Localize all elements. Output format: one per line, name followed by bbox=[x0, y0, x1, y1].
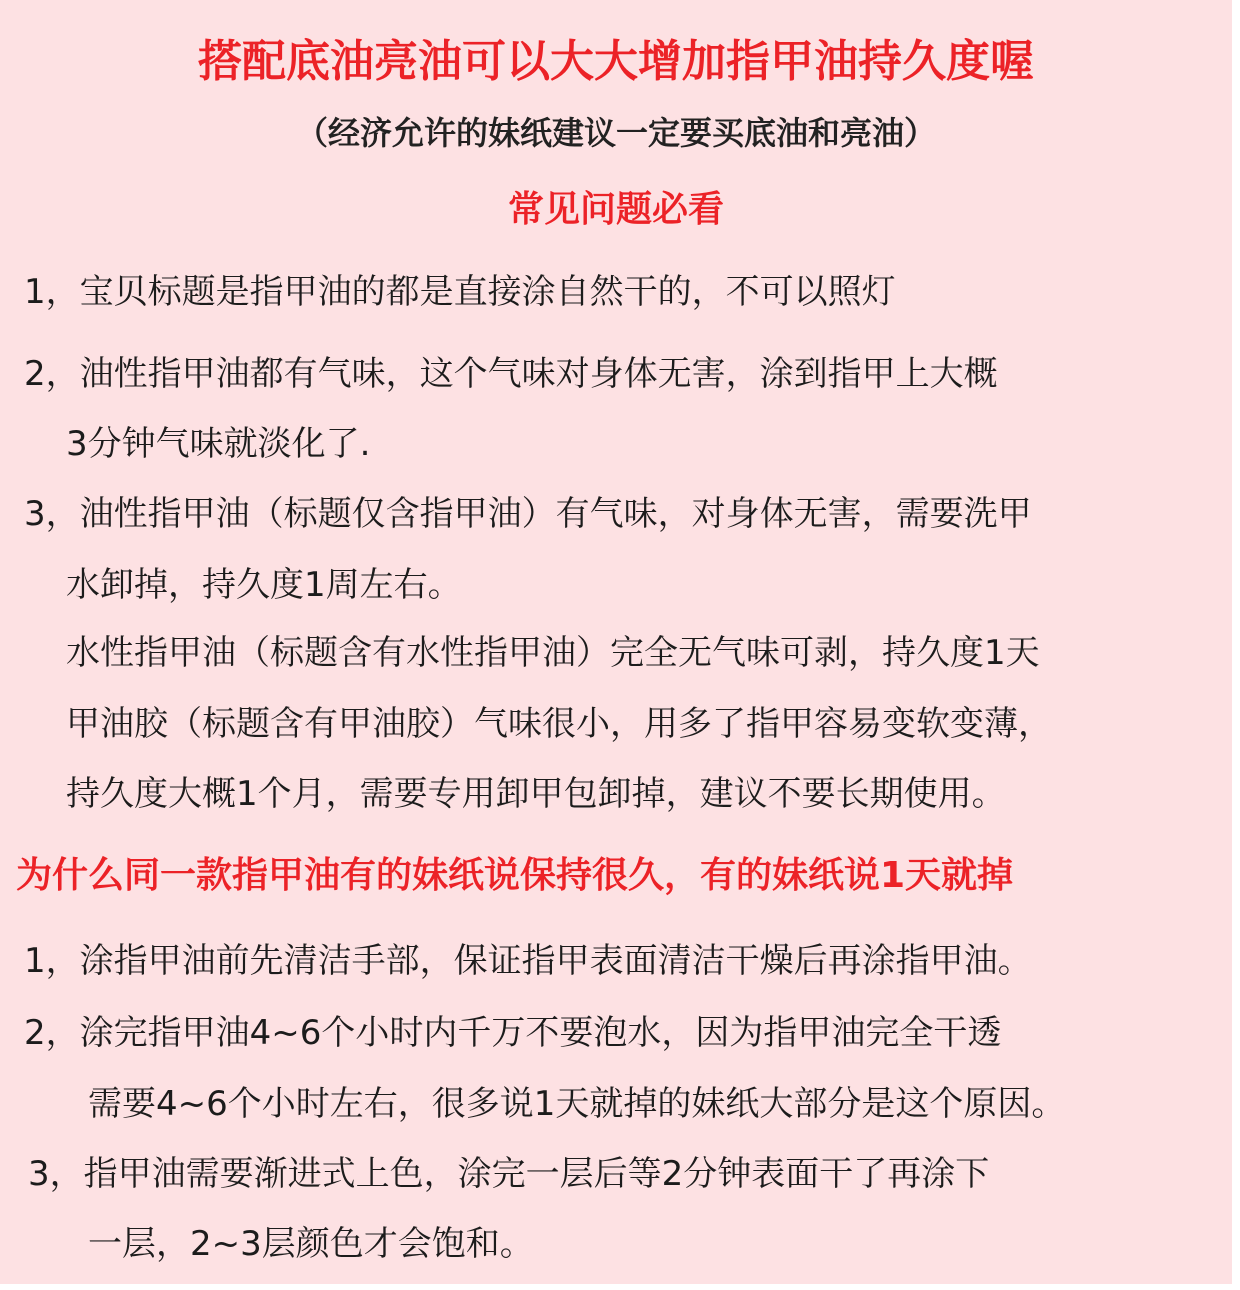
faq-item-3-line-1: 3，油性指甲油（标题仅含指甲油）有气味，对身体无害，需要洗甲 bbox=[24, 494, 1032, 534]
why-item-2-line-1: 2，涂完指甲油4~6个小时内千万不要泡水，因为指甲油完全干透 bbox=[24, 1013, 1002, 1053]
faq-heading: 常见问题必看 bbox=[507, 189, 724, 230]
page-title: 搭配底油亮油可以大大增加指甲油持久度喔 bbox=[198, 36, 1034, 87]
faq-item-3-line-2: 水卸掉，持久度1周左右。 bbox=[66, 565, 462, 605]
why-heading: 为什么同一款指甲油有的妹纸说保持很久，有的妹纸说1天就掉 bbox=[16, 855, 1014, 896]
faq-item-3-line-4: 甲油胶（标题含有甲油胶）气味很小，用多了指甲容易变软变薄， bbox=[66, 704, 1052, 744]
why-item-3-line-1: 3，指甲油需要渐进式上色，涂完一层后等2分钟表面干了再涂下 bbox=[28, 1154, 990, 1194]
faq-item-3-line-5: 持久度大概1个月，需要专用卸甲包卸掉，建议不要长期使用。 bbox=[66, 774, 1006, 814]
faq-item-2-line-1: 2，油性指甲油都有气味，这个气味对身体无害，涂到指甲上大概 bbox=[24, 354, 998, 394]
faq-item-1: 1，宝贝标题是指甲油的都是直接涂自然干的，不可以照灯 bbox=[24, 272, 896, 312]
why-item-2-line-2: 需要4~6个小时左右，很多说1天就掉的妹纸大部分是这个原因。 bbox=[88, 1084, 1066, 1124]
page-subtitle: （经济允许的妹纸建议一定要买底油和亮油） bbox=[295, 114, 936, 152]
faq-item-3-line-3: 水性指甲油（标题含有水性指甲油）完全无气味可剥，持久度1天 bbox=[66, 633, 1040, 673]
why-item-1: 1，涂指甲油前先清洁手部，保证指甲表面清洁干燥后再涂指甲油。 bbox=[24, 941, 1032, 981]
why-item-3-line-2: 一层，2~3层颜色才会饱和。 bbox=[88, 1224, 534, 1264]
faq-item-2-line-2: 3分钟气味就淡化了. bbox=[66, 424, 371, 464]
